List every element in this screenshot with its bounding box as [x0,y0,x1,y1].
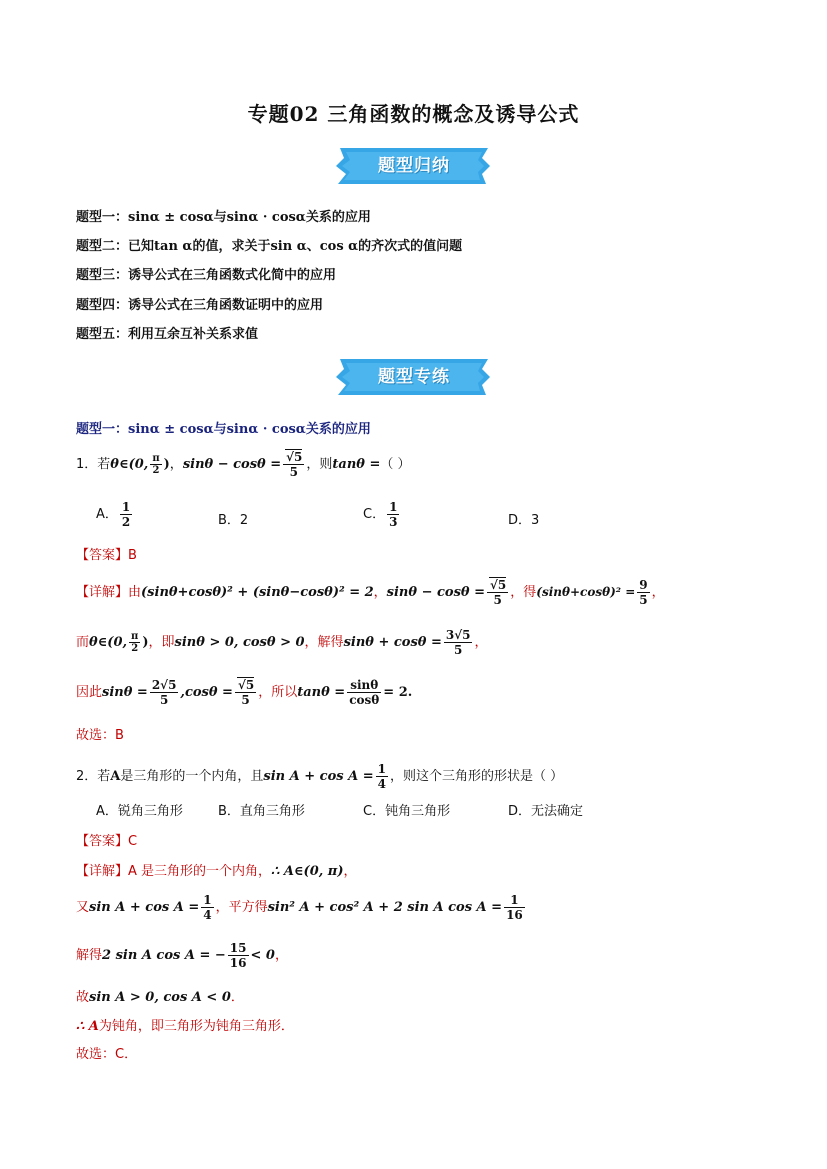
q2-answer: 【答案】C [76,834,138,849]
q2-option-a: A．锐角三角形 [96,804,183,819]
q1-answer: 【答案】B [76,548,137,563]
q1-option-a: A． $\frac{1}{2}$ [96,500,131,529]
q2-detail-line-5: ∴ A为钝角，即三角形为钝角三角形． [76,1019,294,1034]
type-2-line: 题型二：已知tan α的值，求关于sin α、cos α的齐次式的值问题 [76,239,463,254]
q2-detail-line-1: 【详解】A 是三角形的一个内角，∴ A∈(0, π)， [76,864,357,879]
q2-detail-line-2: 又sin A + cos A = $\frac{1}{4}$ ，平方得sin² A + cos² A + 2 sin A cos A = $\frac{1}{16}$ [76,893,523,922]
practice-banner [334,357,494,397]
q1-detail-line-1: 【详解】由(sinθ+cosθ)² + (sinθ−cosθ)² = 2，sinθ − cosθ = $\frac{√5}{5}$ ，得(sinθ+cosθ)² = $\frac{9}{5}$ ， [76,578,665,607]
type-4-line: 题型四：诱导公式在三角函数证明中的应用 [76,298,324,313]
page-title: 专题02 三角函数的概念及诱导公式 [247,102,580,126]
q1-choice: 故选：B [76,728,124,743]
q1-option-b: B．2 [218,513,249,528]
question-2-stem: 2．若A是三角形的一个内角，且sin A + cos A = $\frac{1}{4}$ ，则这个三角形的形状是（ ） [76,762,564,791]
q2-option-b: B．直角三角形 [218,804,305,819]
q1-detail-line-2: 而θ∈(0, $\frac{\pi}{2}$ )，即sinθ > 0, cosθ > 0，解得sinθ + cosθ = $\frac{3√5}{5}$ ， [76,628,488,657]
type-5-line: 题型五：利用互余互补关系求值 [76,327,259,342]
q1-option-d: D．3 [508,513,540,528]
q1-option-c: C． $\frac{1}{3}$ [363,500,398,529]
q2-detail-line-4: 故sin A > 0, cos A < 0． [76,990,244,1005]
practice-banner-label: 题型专练 [378,367,450,387]
q2-option-c: C．钝角三角形 [363,804,451,819]
type-1-line: 题型一：sinα ± cosα与sinα · cosα关系的应用 [76,210,371,225]
summary-banner [334,146,494,186]
type-3-line: 题型三：诱导公式在三角函数式化简中的应用 [76,268,337,283]
summary-banner-label: 题型归纳 [378,156,450,176]
q2-option-d: D．无法确定 [508,804,584,819]
q2-detail-line-3: 解得2 sin A cos A = − $\frac{15}{16}$ < 0， [76,941,288,970]
question-1-stem: 1．若θ∈(0, $\frac{\pi}{2}$ )，sinθ − cosθ = $\frac{√5}{5}$ ，则tanθ =（ ） [76,450,411,479]
section-1-heading: 题型一：sinα ± cosα与sinα · cosα关系的应用 [76,422,371,437]
q1-detail-line-3: 因此sinθ = $\frac{2√5}{5}$ ,cosθ = $\frac{√5}{5}$ ，所以tanθ = $\frac{\sin\theta}{\cos\theta}$ = 2. [76,678,413,707]
q2-choice: 故选：C． [76,1047,138,1062]
